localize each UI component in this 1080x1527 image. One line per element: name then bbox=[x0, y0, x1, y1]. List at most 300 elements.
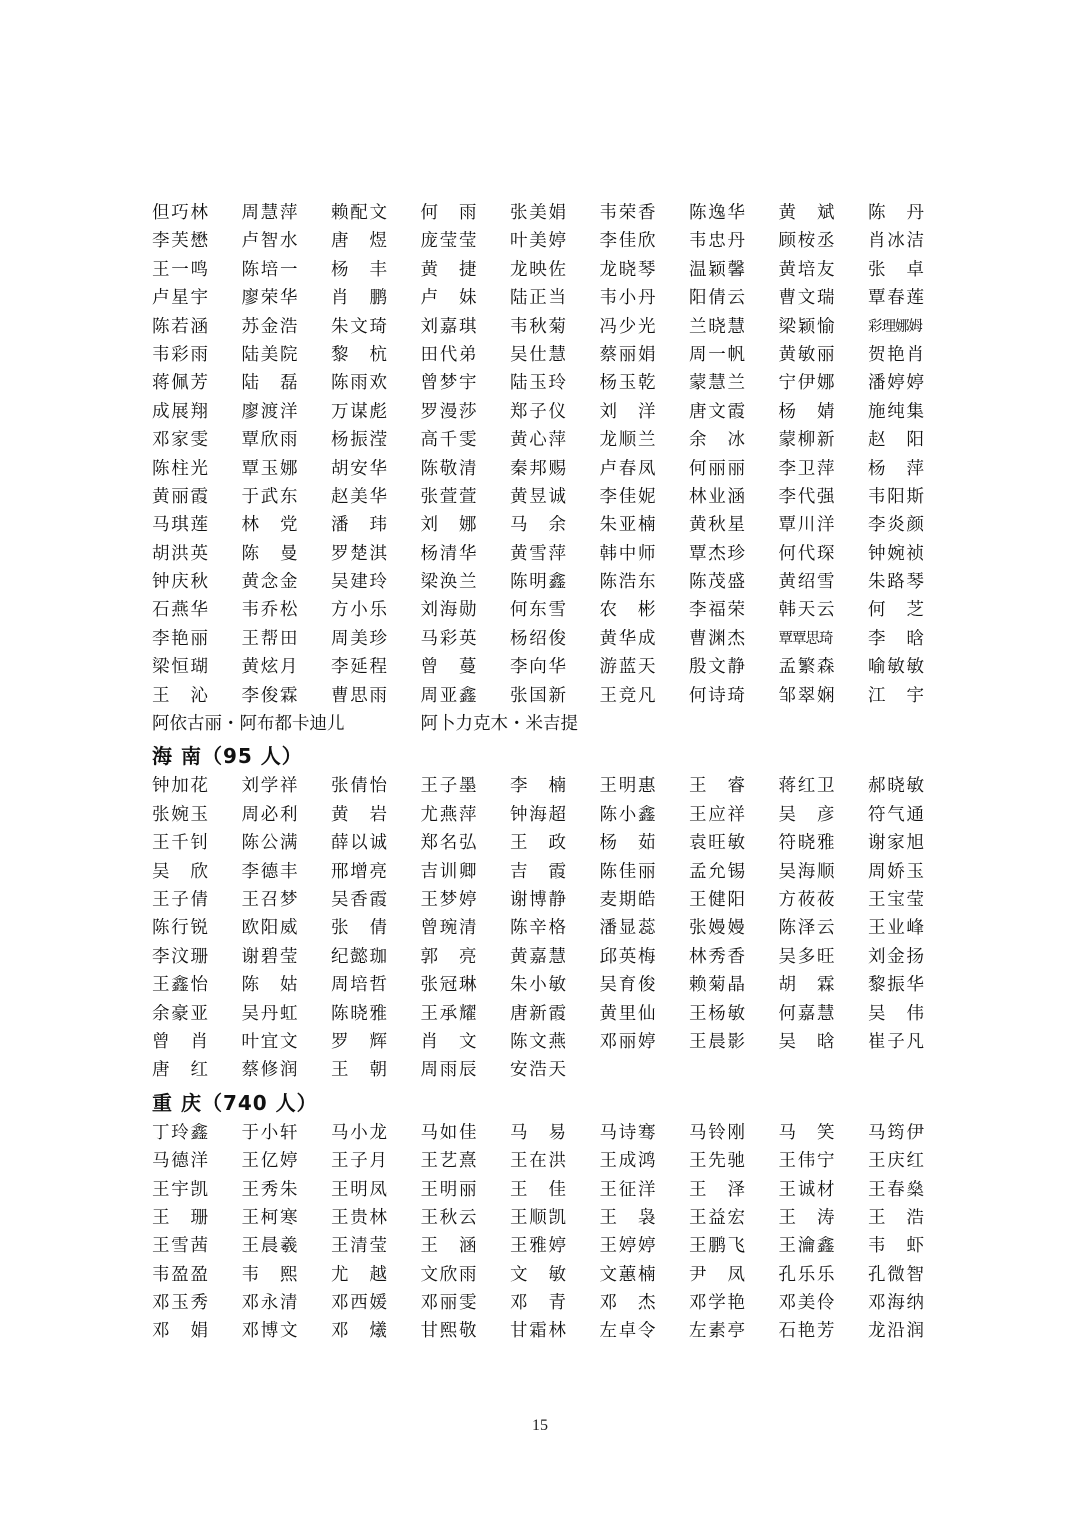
section-heading: 重 庆（740 人） bbox=[152, 1090, 318, 1115]
name-cell bbox=[689, 1056, 745, 1084]
name-row bbox=[152, 483, 932, 511]
name-cell: 王秋云 bbox=[420, 1207, 477, 1228]
name-cell: 林秀香 bbox=[689, 946, 745, 967]
name-cell: 陆 磊 bbox=[241, 373, 298, 394]
name-cell: 王晨影 bbox=[689, 1031, 745, 1052]
name-cell: 黄 捷 bbox=[420, 259, 477, 280]
name-cell: 余豪亚 bbox=[152, 1003, 208, 1024]
name-cell: 王益宏 bbox=[689, 1207, 745, 1228]
name-cell: 文欣雨 bbox=[420, 1264, 477, 1285]
name-cell: 李 晗 bbox=[868, 628, 924, 649]
name-cell: 郝晓敏 bbox=[868, 776, 924, 797]
name-cell: 黄绍雪 bbox=[778, 572, 835, 593]
name-cell: 孔乐乐 bbox=[778, 1264, 835, 1285]
name-row bbox=[152, 1028, 932, 1056]
name-cell: 尤燕萍 bbox=[420, 804, 477, 825]
name-cell: 秦邦赐 bbox=[510, 458, 566, 479]
name-row bbox=[152, 1317, 932, 1345]
name-cell: 文蕙楠 bbox=[599, 1264, 656, 1285]
name-cell: 王艺熹 bbox=[420, 1151, 477, 1172]
name-cell: 王明惠 bbox=[599, 776, 656, 797]
name-cell: 甘熙敬 bbox=[420, 1321, 477, 1342]
name-cell: 于武东 bbox=[241, 486, 298, 507]
name-cell: 黄华成 bbox=[599, 628, 656, 649]
name-cell: 王秀朱 bbox=[241, 1179, 298, 1200]
name-cell: 何丽丽 bbox=[689, 458, 745, 479]
name-cell: 叶宜文 bbox=[241, 1031, 298, 1052]
name-cell: 周必利 bbox=[241, 804, 298, 825]
name-cell: 马 易 bbox=[510, 1122, 566, 1143]
name-cell: 万谋彪 bbox=[331, 401, 387, 422]
name-cell: 廖渡洋 bbox=[241, 401, 298, 422]
name-cell: 曾梦宇 bbox=[420, 373, 477, 394]
name-cell: 陈小鑫 bbox=[599, 804, 656, 825]
name-cell: 邓学艳 bbox=[689, 1293, 745, 1314]
name-cell: 王明凤 bbox=[331, 1179, 387, 1200]
name-cell: 喻敏敏 bbox=[868, 657, 924, 678]
name-cell: 左素亭 bbox=[689, 1321, 745, 1342]
section-heading: 海 南（95 人） bbox=[152, 744, 303, 769]
name-cell: 王顺凯 bbox=[510, 1207, 566, 1228]
name-cell: 刘 娜 bbox=[420, 515, 477, 536]
name-cell: 陈浩东 bbox=[599, 572, 656, 593]
name-cell: 陈佳丽 bbox=[599, 861, 656, 882]
name-cell: 唐 煜 bbox=[331, 231, 387, 252]
name-cell: 王 沁 bbox=[152, 685, 208, 706]
name-cell: 温颖馨 bbox=[689, 259, 745, 280]
name-cell: 卢星宇 bbox=[152, 288, 208, 309]
name-cell: 黎 杭 bbox=[331, 344, 387, 365]
name-cell: 钟庆秋 bbox=[152, 572, 208, 593]
name-row bbox=[152, 625, 932, 653]
name-cell: 马 余 bbox=[510, 515, 566, 536]
name-row bbox=[152, 858, 932, 886]
name-cell: 林 党 bbox=[241, 515, 298, 536]
name-cell: 胡 霖 bbox=[778, 975, 835, 996]
name-row bbox=[152, 1056, 932, 1084]
name-cell: 刘海勋 bbox=[420, 600, 477, 621]
name-row bbox=[152, 341, 932, 369]
name-cell: 韦 熙 bbox=[241, 1264, 298, 1285]
name-cell: 邓博文 bbox=[241, 1321, 298, 1342]
name-cell: 文 敏 bbox=[510, 1264, 566, 1285]
name-cell: 何 雨 bbox=[420, 203, 477, 223]
name-cell: 于小轩 bbox=[241, 1122, 298, 1143]
name-cell: 崔子凡 bbox=[868, 1031, 924, 1052]
name-cell: 黄丽霞 bbox=[152, 486, 208, 507]
name-row bbox=[152, 1261, 932, 1289]
name-cell: 王伟宁 bbox=[778, 1151, 835, 1172]
name-cell: 苏金浩 bbox=[241, 316, 298, 337]
name-cell: 王清莹 bbox=[331, 1236, 387, 1257]
name-cell: 郭 亮 bbox=[420, 946, 477, 967]
name-cell: 马彩英 bbox=[420, 628, 477, 649]
name-cell: 王 袅 bbox=[599, 1207, 656, 1228]
name-cell: 王在洪 bbox=[510, 1151, 566, 1172]
name-cell: 李 楠 bbox=[510, 776, 566, 797]
name-cell: 黄里仙 bbox=[599, 1003, 656, 1024]
name-cell: 王婷婷 bbox=[599, 1236, 656, 1257]
name-cell: 李汶珊 bbox=[152, 946, 208, 967]
name-cell: 赖菊晶 bbox=[689, 975, 745, 996]
name-cell: 韦阳斯 bbox=[868, 486, 924, 507]
name-row bbox=[152, 772, 932, 800]
name-cell: 邱英梅 bbox=[599, 946, 656, 967]
name-cell: 王 睿 bbox=[689, 776, 745, 797]
name-cell: 周慧萍 bbox=[241, 203, 298, 223]
name-cell: 陆美院 bbox=[241, 344, 298, 365]
name-cell: 邓美伶 bbox=[778, 1293, 835, 1314]
name-cell: 孟允锡 bbox=[689, 861, 745, 882]
name-cell: 陈晓雅 bbox=[331, 1003, 387, 1024]
name-cell: 王承耀 bbox=[420, 1003, 477, 1024]
name-cell: 陈柱光 bbox=[152, 458, 208, 479]
name-cell: 陈文燕 bbox=[510, 1031, 566, 1052]
name-cell: 马小龙 bbox=[331, 1122, 387, 1143]
name-cell: 王诚材 bbox=[778, 1179, 835, 1200]
name-cell: 王明丽 bbox=[420, 1179, 477, 1200]
name-cell: 卢春凤 bbox=[599, 458, 656, 479]
name-cell: 曾 肖 bbox=[152, 1031, 208, 1052]
name-cell: 蒙慧兰 bbox=[689, 373, 745, 394]
name-cell: 邓 娟 bbox=[152, 1321, 208, 1342]
name-cell: 曾 蔓 bbox=[420, 657, 477, 678]
name-cell: 陈辛格 bbox=[510, 918, 566, 939]
name-cell: 黄 岩 bbox=[331, 804, 387, 825]
name-cell: 杨清华 bbox=[420, 543, 477, 564]
name-cell: 何代琛 bbox=[778, 543, 835, 564]
name-cell bbox=[779, 1056, 835, 1084]
name-list bbox=[152, 199, 932, 1346]
name-cell: 龙沿润 bbox=[868, 1321, 924, 1342]
name-cell: 韦盈盈 bbox=[152, 1264, 208, 1285]
name-cell: 黄 斌 bbox=[778, 203, 835, 223]
name-cell: 邓玉秀 bbox=[152, 1293, 208, 1314]
name-cell: 陈行锐 bbox=[152, 918, 208, 939]
name-cell: 王千钊 bbox=[152, 833, 208, 854]
name-cell: 陈若涵 bbox=[152, 316, 208, 337]
name-cell: 成展翔 bbox=[152, 401, 208, 422]
name-row bbox=[152, 256, 932, 284]
name-row bbox=[152, 199, 932, 227]
name-cell: 王宇凯 bbox=[152, 1179, 208, 1200]
name-row bbox=[152, 653, 932, 681]
name-cell: 曾琬清 bbox=[420, 918, 477, 939]
name-cell: 覃欣雨 bbox=[241, 430, 298, 451]
name-row bbox=[152, 801, 932, 829]
name-row bbox=[152, 1147, 932, 1175]
name-cell: 赵 阳 bbox=[868, 430, 924, 451]
name-cell: 麦期皓 bbox=[599, 889, 656, 910]
name-cell: 赵美华 bbox=[331, 486, 387, 507]
name-cell: 胡洪英 bbox=[152, 543, 208, 564]
name-cell: 田代弟 bbox=[420, 344, 477, 365]
name-cell: 吴 伟 bbox=[868, 1003, 924, 1024]
name-cell-long: 阿依古丽・阿布都卡迪儿 bbox=[152, 714, 345, 735]
name-row bbox=[152, 1176, 932, 1204]
name-cell: 王 涛 bbox=[778, 1207, 835, 1228]
name-cell: 吴 彦 bbox=[778, 804, 835, 825]
name-cell: 李炎颜 bbox=[868, 515, 924, 536]
name-cell: 左卓令 bbox=[599, 1321, 656, 1342]
name-row bbox=[152, 227, 932, 255]
name-cell: 李艳丽 bbox=[152, 628, 208, 649]
name-cell: 吴香霞 bbox=[331, 889, 387, 910]
name-cell: 邹翠娴 bbox=[778, 685, 835, 706]
name-cell: 马德洋 bbox=[152, 1151, 208, 1172]
name-cell: 罗楚淇 bbox=[331, 543, 387, 564]
name-cell: 李卫萍 bbox=[778, 458, 835, 479]
name-cell: 周美珍 bbox=[331, 628, 387, 649]
name-cell: 吉训卿 bbox=[420, 861, 477, 882]
name-cell: 尤 越 bbox=[331, 1264, 387, 1285]
name-cell: 何诗琦 bbox=[689, 685, 745, 706]
name-cell: 黄雪萍 bbox=[510, 543, 566, 564]
name-cell: 李俊霖 bbox=[241, 685, 298, 706]
name-cell: 王健阳 bbox=[689, 889, 745, 910]
name-cell: 安浩天 bbox=[510, 1060, 566, 1081]
name-cell: 符气通 bbox=[868, 804, 924, 825]
name-cell: 方莜莜 bbox=[778, 889, 835, 910]
name-cell: 邓 爔 bbox=[331, 1321, 387, 1342]
name-row bbox=[152, 284, 932, 312]
name-cell: 高千雯 bbox=[420, 430, 477, 451]
name-cell: 覃玉娜 bbox=[241, 458, 298, 479]
name-cell: 卢 妹 bbox=[420, 288, 477, 309]
name-cell: 吴 欣 bbox=[152, 861, 208, 882]
name-cell: 何东雪 bbox=[510, 600, 566, 621]
name-cell: 蔡丽娟 bbox=[599, 344, 656, 365]
name-cell: 王雪茜 bbox=[152, 1236, 208, 1257]
name-cell: 潘 玮 bbox=[331, 515, 387, 536]
name-cell: 刘金扬 bbox=[868, 946, 924, 967]
name-cell: 马如佳 bbox=[420, 1122, 477, 1143]
name-cell: 郑名弘 bbox=[420, 833, 477, 854]
name-cell: 杨 婧 bbox=[778, 401, 835, 422]
name-cell: 曹思雨 bbox=[331, 685, 387, 706]
name-cell: 刘 洋 bbox=[599, 401, 656, 422]
name-cell: 施纯集 bbox=[868, 401, 924, 422]
name-row bbox=[152, 540, 932, 568]
name-cell: 钟海超 bbox=[510, 804, 566, 825]
name-cell: 韦彩雨 bbox=[152, 344, 208, 365]
name-cell: 庞莹莹 bbox=[420, 231, 477, 252]
name-cell: 李芙懋 bbox=[152, 231, 208, 252]
name-cell: 余 冰 bbox=[689, 430, 745, 451]
name-cell: 王帮田 bbox=[241, 628, 298, 649]
name-cell: 张国新 bbox=[510, 685, 566, 706]
name-cell: 唐 红 bbox=[152, 1060, 208, 1081]
name-cell: 唐新霞 bbox=[510, 1003, 566, 1024]
name-row bbox=[152, 455, 932, 483]
name-cell: 张萱萱 bbox=[420, 486, 477, 507]
name-cell: 王征洋 bbox=[599, 1179, 656, 1200]
name-cell: 李福荣 bbox=[689, 600, 745, 621]
name-cell: 覃春莲 bbox=[868, 288, 924, 309]
name-cell: 吉 霞 bbox=[510, 861, 566, 882]
name-cell: 朱亚楠 bbox=[599, 515, 656, 536]
name-cell: 陈逸华 bbox=[689, 203, 745, 223]
name-cell: 陈敬清 bbox=[420, 458, 477, 479]
name-cell: 黄敏丽 bbox=[778, 344, 835, 365]
name-cell: 陈泽云 bbox=[778, 918, 835, 939]
name-cell: 韦荣香 bbox=[599, 203, 656, 223]
name-cell: 甘霜林 bbox=[510, 1321, 566, 1342]
name-cell: 杨 丰 bbox=[331, 259, 387, 280]
name-cell: 廖荣华 bbox=[241, 288, 298, 309]
name-cell: 石艳芳 bbox=[778, 1321, 835, 1342]
name-cell: 黄炫月 bbox=[241, 657, 298, 678]
name-cell: 周雨辰 bbox=[420, 1060, 477, 1081]
name-cell: 纪懿珈 bbox=[331, 946, 387, 967]
name-cell: 王竞凡 bbox=[599, 685, 656, 706]
name-row-long bbox=[152, 710, 932, 738]
name-cell: 王梦婷 bbox=[420, 889, 477, 910]
name-cell: 谢家旭 bbox=[868, 833, 924, 854]
name-row bbox=[152, 886, 932, 914]
name-cell: 黎振华 bbox=[868, 975, 924, 996]
name-cell: 邓 青 bbox=[510, 1293, 566, 1314]
name-cell: 张冠琳 bbox=[420, 975, 477, 996]
name-row bbox=[152, 682, 932, 710]
name-cell: 马琪莲 bbox=[152, 515, 208, 536]
name-cell: 刘嘉琪 bbox=[420, 316, 477, 337]
name-cell: 吴多旺 bbox=[778, 946, 835, 967]
name-cell: 王子倩 bbox=[152, 889, 208, 910]
name-cell: 但巧林 bbox=[152, 203, 208, 223]
name-cell: 王 泽 bbox=[689, 1179, 745, 1200]
name-cell: 吴丹虹 bbox=[241, 1003, 298, 1024]
name-row bbox=[152, 511, 932, 539]
name-cell: 吴 晗 bbox=[778, 1031, 835, 1052]
name-row bbox=[152, 313, 932, 341]
name-cell: 陈 曼 bbox=[241, 543, 298, 564]
name-cell: 卢智水 bbox=[241, 231, 298, 252]
name-cell: 蔡修润 bbox=[241, 1060, 298, 1081]
name-row bbox=[152, 398, 932, 426]
name-cell bbox=[868, 1056, 924, 1084]
name-cell: 朱路琴 bbox=[868, 572, 924, 593]
name-cell: 王 佳 bbox=[510, 1179, 566, 1200]
name-cell: 刘学祥 bbox=[241, 776, 298, 797]
name-cell: 王鹏飞 bbox=[689, 1236, 745, 1257]
name-cell: 梁颖愉 bbox=[778, 316, 835, 337]
name-cell: 王贵林 bbox=[331, 1207, 387, 1228]
name-cell: 梁恒瑚 bbox=[152, 657, 208, 678]
name-cell: 马 笑 bbox=[778, 1122, 835, 1143]
name-cell: 朱文琦 bbox=[331, 316, 387, 337]
name-row bbox=[152, 568, 932, 596]
name-cell: 王春燊 bbox=[868, 1179, 924, 1200]
name-cell: 林业涵 bbox=[689, 486, 745, 507]
name-cell: 蒋佩芳 bbox=[152, 373, 208, 394]
name-cell: 李向华 bbox=[510, 657, 566, 678]
name-cell: 王 珊 bbox=[152, 1207, 208, 1228]
name-cell: 邢增亮 bbox=[331, 861, 387, 882]
name-cell: 韩天云 bbox=[778, 600, 835, 621]
name-cell: 邓 杰 bbox=[599, 1293, 656, 1314]
name-cell: 何 芝 bbox=[868, 600, 924, 621]
name-cell: 肖冰洁 bbox=[868, 231, 924, 252]
name-cell: 农 彬 bbox=[599, 600, 656, 621]
name-cell: 欧阳威 bbox=[241, 918, 298, 939]
name-cell: 韦秋菊 bbox=[510, 316, 566, 337]
name-row bbox=[152, 1232, 932, 1260]
name-cell: 石燕华 bbox=[152, 600, 208, 621]
name-cell: 覃覃思琦 bbox=[778, 630, 833, 647]
name-cell: 彩理娜姆 bbox=[868, 318, 922, 335]
name-cell: 王子月 bbox=[331, 1151, 387, 1172]
name-cell: 尹 凤 bbox=[689, 1264, 745, 1285]
name-cell: 陆玉玲 bbox=[510, 373, 566, 394]
name-cell: 韦小丹 bbox=[599, 288, 656, 309]
name-cell: 黄嘉慧 bbox=[510, 946, 566, 967]
name-cell: 游蓝天 bbox=[599, 657, 656, 678]
name-cell: 邓丽婷 bbox=[599, 1031, 656, 1052]
name-cell: 何嘉慧 bbox=[778, 1003, 835, 1024]
name-cell: 王瀹鑫 bbox=[778, 1236, 835, 1257]
name-cell: 王应祥 bbox=[689, 804, 745, 825]
name-cell: 杨振滢 bbox=[331, 430, 387, 451]
name-cell: 张婉玉 bbox=[152, 804, 208, 825]
name-cell: 王业峰 bbox=[868, 918, 924, 939]
name-cell: 李德丰 bbox=[241, 861, 298, 882]
name-cell: 孔微智 bbox=[868, 1264, 924, 1285]
name-cell: 王 朝 bbox=[331, 1060, 387, 1081]
name-cell: 薛以诚 bbox=[331, 833, 387, 854]
name-cell: 马筠伊 bbox=[868, 1122, 924, 1143]
name-cell: 谢碧莹 bbox=[241, 946, 298, 967]
name-cell: 陈茂盛 bbox=[689, 572, 745, 593]
name-cell: 吴海顺 bbox=[778, 861, 835, 882]
name-cell: 阳倩云 bbox=[689, 288, 745, 309]
name-row bbox=[152, 829, 932, 857]
name-cell: 韦 虾 bbox=[868, 1236, 924, 1257]
name-cell: 王柯寒 bbox=[241, 1207, 298, 1228]
name-cell: 邓永清 bbox=[241, 1293, 298, 1314]
name-cell: 马诗骞 bbox=[599, 1122, 656, 1143]
name-cell: 李延程 bbox=[331, 657, 387, 678]
name-cell: 邓海纳 bbox=[868, 1293, 924, 1314]
name-cell: 罗 辉 bbox=[331, 1031, 387, 1052]
name-cell-long: 阿卜力克木・米吉提 bbox=[420, 714, 578, 735]
name-cell: 李代强 bbox=[778, 486, 835, 507]
name-cell: 叶美婷 bbox=[510, 231, 566, 252]
name-cell: 宁伊娜 bbox=[778, 373, 835, 394]
name-cell: 陈培一 bbox=[241, 259, 298, 280]
name-cell: 覃杰珍 bbox=[689, 543, 745, 564]
name-cell: 唐文霞 bbox=[689, 401, 745, 422]
name-cell: 邓西媛 bbox=[331, 1293, 387, 1314]
name-cell: 陈公满 bbox=[241, 833, 298, 854]
name-cell: 黄念金 bbox=[241, 572, 298, 593]
name-row bbox=[152, 914, 932, 942]
name-cell: 覃川洋 bbox=[778, 515, 835, 536]
name-cell: 李佳妮 bbox=[599, 486, 656, 507]
name-cell: 龙顺兰 bbox=[599, 430, 656, 451]
name-cell: 朱小敏 bbox=[510, 975, 566, 996]
name-cell: 韦忠丹 bbox=[689, 231, 745, 252]
name-cell: 曹文瑞 bbox=[778, 288, 835, 309]
name-cell: 杨 茹 bbox=[599, 833, 656, 854]
name-cell: 肖 鹏 bbox=[331, 288, 387, 309]
name-cell: 江 宇 bbox=[868, 685, 924, 706]
name-cell: 胡安华 bbox=[331, 458, 387, 479]
name-cell: 李佳欣 bbox=[599, 231, 656, 252]
name-cell: 马铃刚 bbox=[689, 1122, 745, 1143]
name-row bbox=[152, 943, 932, 971]
name-cell: 曹渊杰 bbox=[689, 628, 745, 649]
